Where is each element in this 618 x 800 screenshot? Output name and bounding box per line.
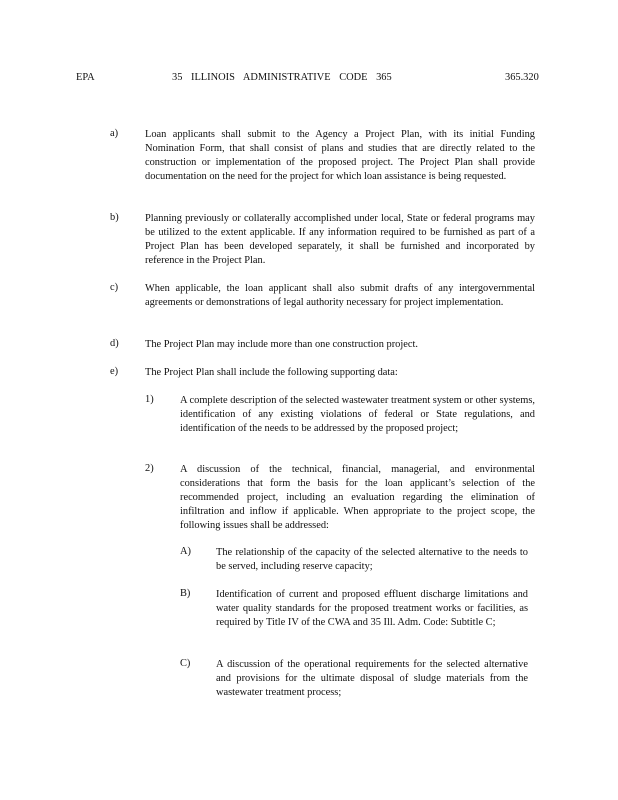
paragraph-label: 2) [145, 463, 154, 474]
paragraph-text: A discussion of the operational requirements for the selected alternative and provisions for the ultimate disposal of sludge materials from the wastewater treatment process; [216, 659, 528, 698]
paragraph-label: C) [180, 658, 191, 669]
paragraph-label: d) [110, 338, 119, 349]
paragraph-text: The Project Plan shall include the following supporting data: [145, 367, 398, 378]
paragraph-text: A discussion of the technical, financial, managerial, and environmental considerations that form the basis for the loan applicant’s selection of the recommended project, including an evaluation regarding the elimination of infiltration and inflow if applicable. When appropriate to the project scope, the following issues shall be addressed: [180, 464, 535, 531]
paragraph-text: Loan applicants shall submit to the Agency a Project Plan, with its initial Funding Nomination Form, that shall consist of plans and studies that are directly related to the construction or implementation of the proposed project. The Project Plan shall provide documentation on the need for the project for which loan assistance is being requested. [145, 129, 535, 182]
paragraph-text: The Project Plan may include more than one construction project. [145, 339, 418, 350]
paragraph-label: 1) [145, 394, 154, 405]
paragraph-text: The relationship of the capacity of the selected alternative to the needs to be served, including reserve capacity; [216, 547, 528, 572]
header-agency: EPA [76, 72, 95, 83]
paragraph-label: A) [180, 546, 191, 557]
paragraph-label: a) [110, 128, 119, 139]
paragraph-label: c) [110, 282, 119, 293]
paragraph-text: Planning previously or collaterally accomplished under local, State or federal programs may be utilized to the extent applicable. If any information required to be furnished as part of a Project Plan has been developed separately, it shall be furnished and incorporated by reference in the Project Plan. [145, 213, 535, 266]
paragraph-text: When applicable, the loan applicant shall also submit drafts of any intergovernmental agreements or demonstrations of legal authority necessary for project implementation. [145, 283, 535, 308]
header-section-number: 365.320 [505, 72, 539, 83]
paragraph-label: e) [110, 366, 119, 377]
paragraph-label: b) [110, 212, 119, 223]
paragraph-text: A complete description of the selected wastewater treatment system or other systems, identification of any existing violations of federal or State regulations, and identification of the needs to be addressed by the proposed project; [180, 395, 535, 434]
paragraph-label: B) [180, 588, 191, 599]
page-header [0, 72, 618, 86]
header-code-title: 35 ILLINOIS ADMINISTRATIVE CODE 365 [172, 72, 392, 83]
paragraph-text: Identification of current and proposed effluent discharge limitations and water quality standards for the proposed treatment works or facilities, as required by Title IV of the CWA and 35 Ill. Adm. Code: Subtitle C; [216, 589, 528, 628]
